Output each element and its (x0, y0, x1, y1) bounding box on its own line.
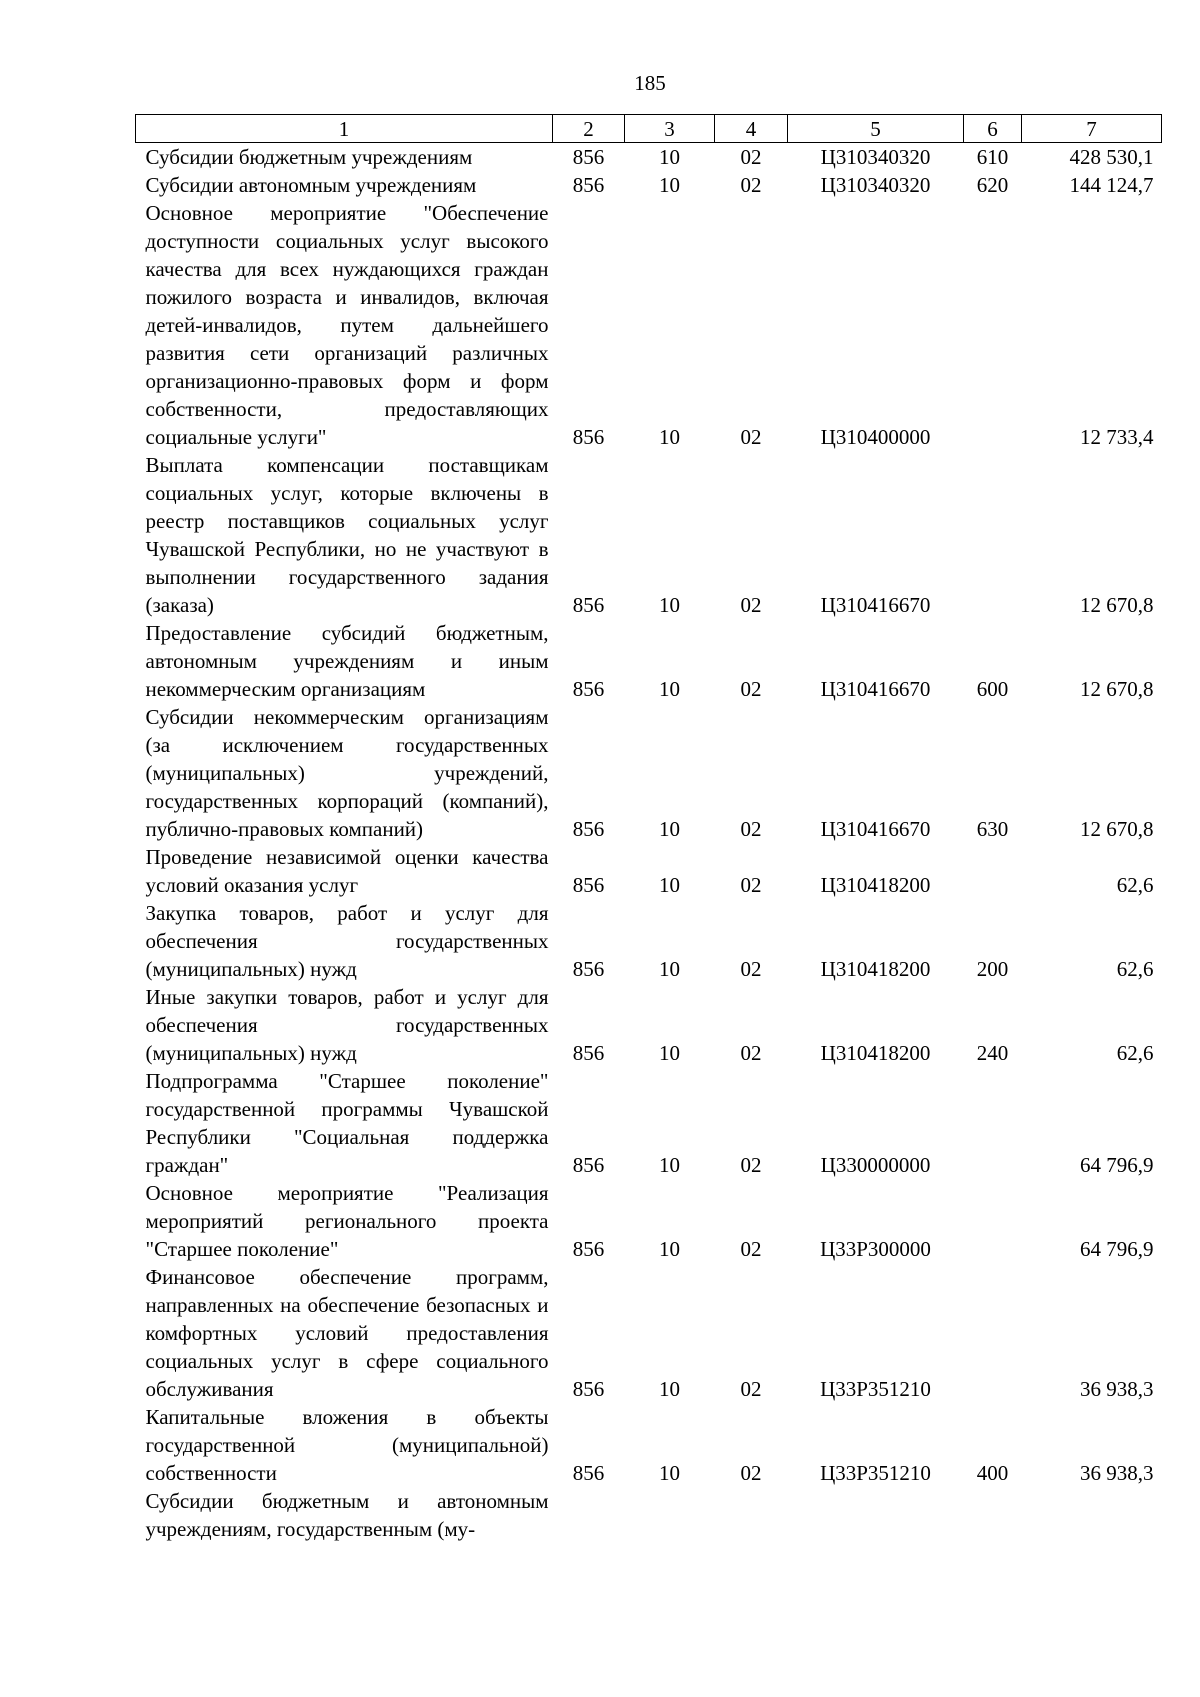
column-header: 7 (1022, 115, 1162, 143)
row-target-article-cell: Ц310340320 (820, 173, 931, 197)
table-row (136, 843, 1162, 899)
row-target-article-cell: Ц310400000 (820, 425, 931, 449)
row-subsection-cell: 02 (740, 873, 762, 897)
row-code-cell: 856 (572, 173, 605, 197)
row-target-article-cell: Ц310418200 (820, 957, 931, 981)
column-header: 1 (136, 115, 553, 143)
row-target-article-cell (788, 1487, 964, 1543)
column-header: 5 (788, 115, 964, 143)
row-section-cell: 10 (659, 425, 680, 449)
row-subsection-cell: 02 (740, 677, 762, 701)
row-section-cell: 10 (659, 1461, 680, 1485)
row-expense-type-cell: 200 (976, 957, 1009, 981)
table-row (136, 143, 1162, 172)
row-subsection-cell: 02 (740, 817, 762, 841)
row-name-cell: Основное мероприятие "Реализация мероприятий регионального проекта "Старшее поколение" (145, 1181, 549, 1261)
row-subsection-cell: 02 (740, 1377, 762, 1401)
row-subsection-cell: 02 (740, 593, 762, 617)
row-expense-type-cell (964, 1263, 1022, 1403)
row-target-article-cell: Ц310418200 (820, 1041, 931, 1065)
table-row (136, 983, 1162, 1067)
row-amount-cell: 12 733,4 (1080, 425, 1154, 449)
row-expense-type-cell (964, 1487, 1022, 1543)
row-subsection-cell: 02 (740, 173, 762, 197)
table-row (136, 703, 1162, 843)
row-expense-type-cell: 600 (976, 677, 1009, 701)
row-expense-type-cell (964, 1067, 1022, 1179)
row-name-cell: Финансовое обеспечение программ, направленных на обеспечение безопасных и комфортных условий предоставления социальных услуг в сфере социального обслуживания (145, 1265, 549, 1401)
row-target-article-cell: Ц310340320 (820, 145, 931, 169)
row-section-cell: 10 (659, 145, 680, 169)
row-subsection-cell: 02 (740, 1237, 762, 1261)
row-code-cell: 856 (572, 425, 605, 449)
row-name-cell: Субсидии некоммерческим организациям (за исключением государственных (муниципальных) учреждений, государственных корпораций (компаний), публично-правовых компаний) (145, 705, 549, 841)
row-code-cell: 856 (572, 677, 605, 701)
row-expense-type-cell: 630 (976, 817, 1009, 841)
row-name-cell: Капитальные вложения в объекты государственной (муниципальной) собственности (145, 1405, 549, 1485)
row-amount-cell: 36 938,3 (1080, 1377, 1154, 1401)
row-name-cell: Подпрограмма "Старшее поколение" государственной программы Чувашской Республики "Социальная поддержка граждан" (145, 1069, 549, 1177)
table-row (136, 899, 1162, 983)
row-amount-cell: 36 938,3 (1080, 1461, 1154, 1485)
row-target-article-cell: Ц310416670 (820, 593, 931, 617)
row-name-cell: Основное мероприятие "Обеспечение доступности социальных услуг высокого качества для всех нуждающихся граждан пожилого возраста и инвалидов, включая детей-инвалидов, путем дальнейшего развития сети организаций различных организационно-правовых форм и форм собственности, предоставляющих социальные услуги" (145, 201, 549, 449)
row-code-cell: 856 (572, 1461, 605, 1485)
table-row (136, 1067, 1162, 1179)
row-target-article-cell: Ц310416670 (820, 817, 931, 841)
row-code-cell: 856 (572, 593, 605, 617)
page-number: 185 (634, 71, 666, 95)
row-section-cell: 10 (659, 1153, 680, 1177)
column-header: 2 (553, 115, 625, 143)
row-subsection-cell (715, 1487, 788, 1543)
row-target-article-cell: Ц33P351210 (820, 1461, 931, 1485)
row-name-cell: Иные закупки товаров, работ и услуг для обеспечения государственных (муниципальных) нужд (145, 985, 549, 1065)
row-amount-cell: 62,6 (1116, 957, 1154, 981)
row-name-cell: Проведение независимой оценки качества условий оказания услуг (145, 845, 549, 897)
row-section-cell: 10 (659, 817, 680, 841)
row-subsection-cell: 02 (740, 145, 762, 169)
row-name-cell: Закупка товаров, работ и услуг для обеспечения государственных (муниципальных) нужд (145, 901, 549, 981)
row-section-cell: 10 (659, 677, 680, 701)
row-section-cell: 10 (659, 957, 680, 981)
row-section-cell: 10 (659, 593, 680, 617)
row-name-cell: Субсидии автономным учреждениям (145, 173, 477, 197)
row-code-cell: 856 (572, 145, 605, 169)
column-header: 3 (625, 115, 715, 143)
row-section-cell: 10 (659, 1041, 680, 1065)
row-amount-cell: 64 796,9 (1080, 1237, 1154, 1261)
row-amount-cell (1022, 1487, 1162, 1543)
row-section-cell: 10 (659, 173, 680, 197)
row-subsection-cell: 02 (740, 1153, 762, 1177)
row-name-cell: Выплата компенсации поставщикам социальных услуг, которые включены в реестр поставщиков социальных услуг Чувашской Республики, но не участвуют в выполнении государственного задания (заказа) (145, 453, 549, 617)
row-amount-cell: 12 670,8 (1080, 817, 1154, 841)
row-name-cell: Субсидии бюджетным и автономным учреждениям, государственным (му- (145, 1489, 549, 1541)
column-header: 4 (715, 115, 788, 143)
row-subsection-cell: 02 (740, 1461, 762, 1485)
row-target-article-cell: Ц33P351210 (820, 1377, 931, 1401)
row-expense-type-cell: 240 (976, 1041, 1009, 1065)
row-expense-type-cell (964, 843, 1022, 899)
row-section-cell (625, 1487, 715, 1543)
row-expense-type-cell (964, 199, 1022, 451)
column-header: 6 (964, 115, 1022, 143)
row-code-cell: 856 (572, 1377, 605, 1401)
row-expense-type-cell: 400 (976, 1461, 1009, 1485)
table-row (136, 1179, 1162, 1263)
row-amount-cell: 12 670,8 (1080, 677, 1154, 701)
row-subsection-cell: 02 (740, 1041, 762, 1065)
budget-table (135, 114, 1162, 1543)
table-row (136, 171, 1162, 199)
row-code-cell: 856 (572, 957, 605, 981)
row-amount-cell: 428 530,1 (1069, 145, 1154, 169)
row-name-cell: Предоставление субсидий бюджетным, автономным учреждениям и иным некоммерческим организациям (145, 621, 549, 701)
row-target-article-cell: Ц33P300000 (820, 1237, 931, 1261)
row-target-article-cell: Ц310418200 (820, 873, 931, 897)
row-code-cell: 856 (572, 1153, 605, 1177)
row-subsection-cell: 02 (740, 425, 762, 449)
row-section-cell: 10 (659, 1237, 680, 1261)
row-code-cell: 856 (572, 873, 605, 897)
row-code-cell: 856 (572, 1237, 605, 1261)
table-row (136, 619, 1162, 703)
row-amount-cell: 12 670,8 (1080, 593, 1154, 617)
row-target-article-cell: Ц330000000 (820, 1153, 931, 1177)
table-header-row (136, 115, 1162, 143)
table-body (136, 143, 1162, 1544)
table-row (136, 1263, 1162, 1403)
row-amount-cell: 144 124,7 (1069, 173, 1154, 197)
row-expense-type-cell (964, 451, 1022, 619)
row-expense-type-cell: 610 (976, 145, 1009, 169)
row-subsection-cell: 02 (740, 957, 762, 981)
row-target-article-cell: Ц310416670 (820, 677, 931, 701)
table-row (136, 199, 1162, 451)
table-row (136, 1487, 1162, 1543)
row-amount-cell: 62,6 (1116, 1041, 1154, 1065)
row-amount-cell: 62,6 (1116, 873, 1154, 897)
row-code-cell (553, 1487, 625, 1543)
row-name-cell: Субсидии бюджетным учреждениям (145, 145, 473, 169)
row-code-cell: 856 (572, 1041, 605, 1065)
row-section-cell: 10 (659, 1377, 680, 1401)
row-code-cell: 856 (572, 817, 605, 841)
row-section-cell: 10 (659, 873, 680, 897)
table-row (136, 1403, 1162, 1487)
row-amount-cell: 64 796,9 (1080, 1153, 1154, 1177)
table-row (136, 451, 1162, 619)
row-expense-type-cell: 620 (976, 173, 1009, 197)
row-expense-type-cell (964, 1179, 1022, 1263)
